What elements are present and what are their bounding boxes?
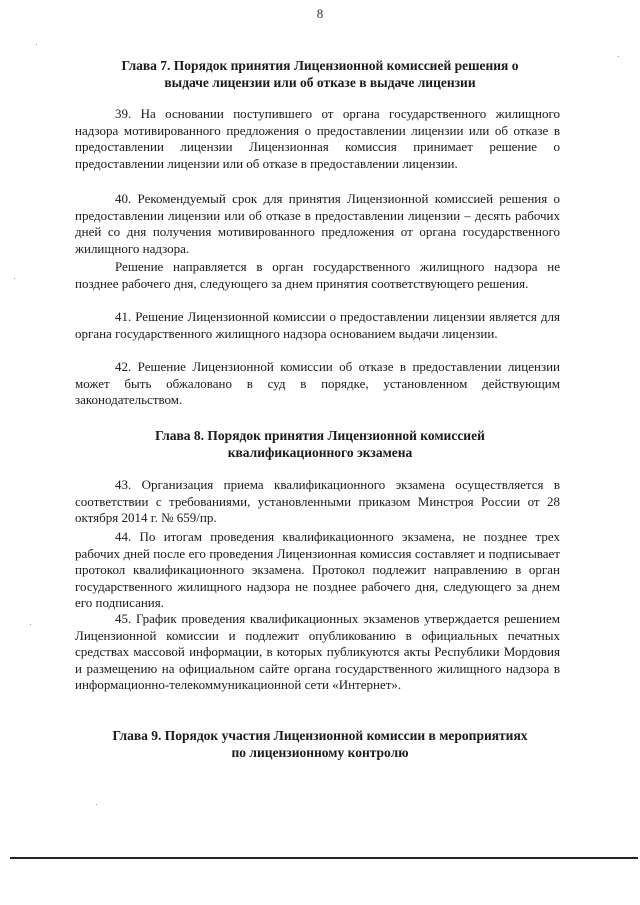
page-number: 8 [316, 6, 324, 21]
scan-speck [36, 44, 37, 45]
paragraph-43: 43. Организация приема квалификационного экзамена осуществляется в соответствии с требованиями, установленными приказом Минстроя России от 28 октября 2014 г. № 659/пр. [75, 477, 560, 526]
chapter-7-title [60, 57, 580, 91]
paragraph-40: 40. Рекомендуемый срок для принятия Лицензионной комиссией решения о предоставлении лицензии или об отказе в предоставлении лицензии – десять рабочих дней со дня получения мотивированного предложения от органа государственного жилищного надзора. [75, 191, 560, 256]
paragraph-41: 41. Решение Лицензионной комиссии о предоставлении лицензии является для органа государственного жилищного надзора основанием выдачи лицензии. [75, 309, 560, 341]
paragraph-39: 39. На основании поступившего от органа государственного жилищного надзора мотивированного предложения о предоставлении лицензии или об отказе в предоставлении лицензии Лицензионная комиссия принимает решение о предоставлении лицензии или об отказе в предоставлении лицензии. [75, 106, 560, 171]
chapter-9-title-line2: по лицензионному контролю [231, 745, 409, 760]
chapter-7-title-line2: выдаче лицензии или об отказе в выдаче лицензии [164, 75, 476, 90]
page-bottom-rule [10, 857, 638, 859]
paragraph-44: 44. По итогам проведения квалификационного экзамена, не позднее трех рабочих дней после его проведения Лицензионная комиссия составляет и подписывает протокол квалификационного экзамена. Протокол подлежит направлению в орган государственного жилищного надзора не позднее рабочего дня, следующего за днем его подписания. [75, 529, 560, 611]
paragraph-42: 42. Решение Лицензионной комиссии об отказе в предоставлении лицензии может быть обжаловано в суд в порядке, установленном действующим законодательством. [75, 359, 560, 408]
chapter-8-title [60, 427, 580, 461]
scan-speck [618, 56, 619, 57]
chapter-9-title [60, 727, 580, 761]
scan-speck [30, 624, 31, 625]
chapter-8-title-line1: Глава 8. Порядок принятия Лицензионной комиссией [155, 428, 485, 443]
scan-speck [96, 804, 97, 805]
chapter-9-title-line1: Глава 9. Порядок участия Лицензионной комиссии в мероприятиях [112, 728, 528, 743]
chapter-8-title-line2: квалификационного экзамена [227, 445, 413, 460]
chapter-7-title-line1: Глава 7. Порядок принятия Лицензионной комиссией решения о [121, 58, 519, 73]
paragraph-45: 45. График проведения квалификационных экзаменов утверждается решением Лицензионной комиссии и подлежит опубликованию в официальных печатных средствах массовой информации, в которых публикуются акты Республики Мордовия и размещению на официальном сайте органа государственного жилищного надзора в информационно-телекоммуникационной сети «Интернет». [75, 611, 560, 693]
paragraph-40-decision: Решение направляется в орган государственного жилищного надзора не позднее рабочего дня, следующего за днем принятия соответствующего решения. [75, 259, 560, 291]
scan-speck [14, 278, 15, 279]
